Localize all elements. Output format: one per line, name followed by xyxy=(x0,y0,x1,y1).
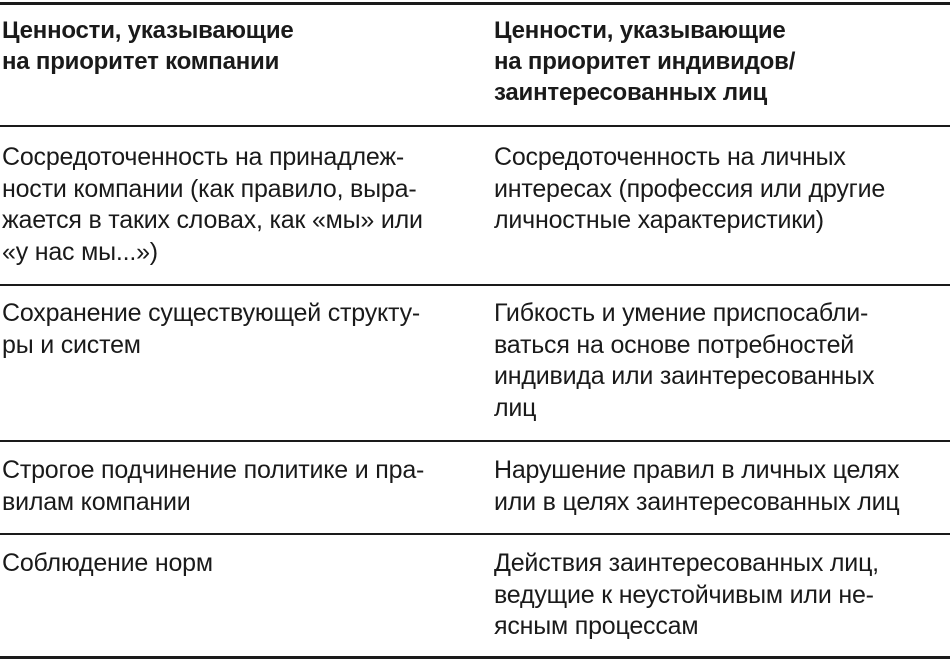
cell-line: Сосредоточенность на принадлеж- xyxy=(2,143,404,171)
cell-line: вилам компании xyxy=(2,487,191,516)
row-3-left-cell xyxy=(2,455,472,518)
cell-line: Действия заинтересованных лиц, xyxy=(494,549,879,577)
table-bottom-rule xyxy=(0,656,950,659)
cell-line: ры и систем xyxy=(2,330,141,359)
table-top-rule xyxy=(0,2,950,5)
row-1-left-cell xyxy=(2,142,472,268)
row-4-left-cell xyxy=(2,548,472,580)
row-divider xyxy=(0,440,950,442)
cell-line: Строгое подчинение политике и пра- xyxy=(2,456,425,484)
header-line: Ценности, указывающие xyxy=(494,17,786,44)
header-cell-company-priority xyxy=(2,15,472,77)
header-line: Ценности, указывающие xyxy=(2,17,294,44)
cell-line: Нарушение правил в личных целях xyxy=(494,456,900,484)
row-2-left-cell xyxy=(2,298,472,361)
row-divider xyxy=(0,284,950,286)
cell-line: «у нас мы...») xyxy=(2,237,158,266)
cell-line: личностные характеристики) xyxy=(494,206,824,234)
cell-line: или в целях заинтересованных лиц xyxy=(494,487,900,516)
cell-line: ведущие к неустойчивым или не- xyxy=(494,580,874,609)
cell-line: ваться на основе потребностей xyxy=(494,330,855,359)
cell-line: Гибкость и умение приспосабли- xyxy=(494,299,869,327)
row-1-right-cell xyxy=(494,142,950,237)
header-line: на приоритет компании xyxy=(2,48,280,75)
row-3-right-cell xyxy=(494,455,950,518)
cell-line: лиц xyxy=(494,393,537,422)
header-cell-individual-priority xyxy=(494,15,950,108)
row-4-right-cell xyxy=(494,548,950,643)
cell-line: ности компании (как правило, выра- xyxy=(2,174,417,203)
header-line: на приоритет индивидов/ xyxy=(494,48,796,75)
cell-line: Сосредоточенность на личных xyxy=(494,143,846,171)
header-divider xyxy=(0,125,950,127)
row-divider xyxy=(0,533,950,535)
cell-line: индивида или заинтересованных xyxy=(494,362,875,390)
cell-line: жается в таких словах, как «мы» или xyxy=(2,206,423,234)
cell-line: ясным процессам xyxy=(494,612,699,640)
row-2-right-cell xyxy=(494,298,950,424)
cell-line: Сохранение существующей структу- xyxy=(2,299,420,327)
header-line: заинтересованных лиц xyxy=(494,79,768,106)
cell-line: Соблюдение норм xyxy=(2,549,213,577)
cell-line: интересах (профессия или другие xyxy=(494,174,886,203)
